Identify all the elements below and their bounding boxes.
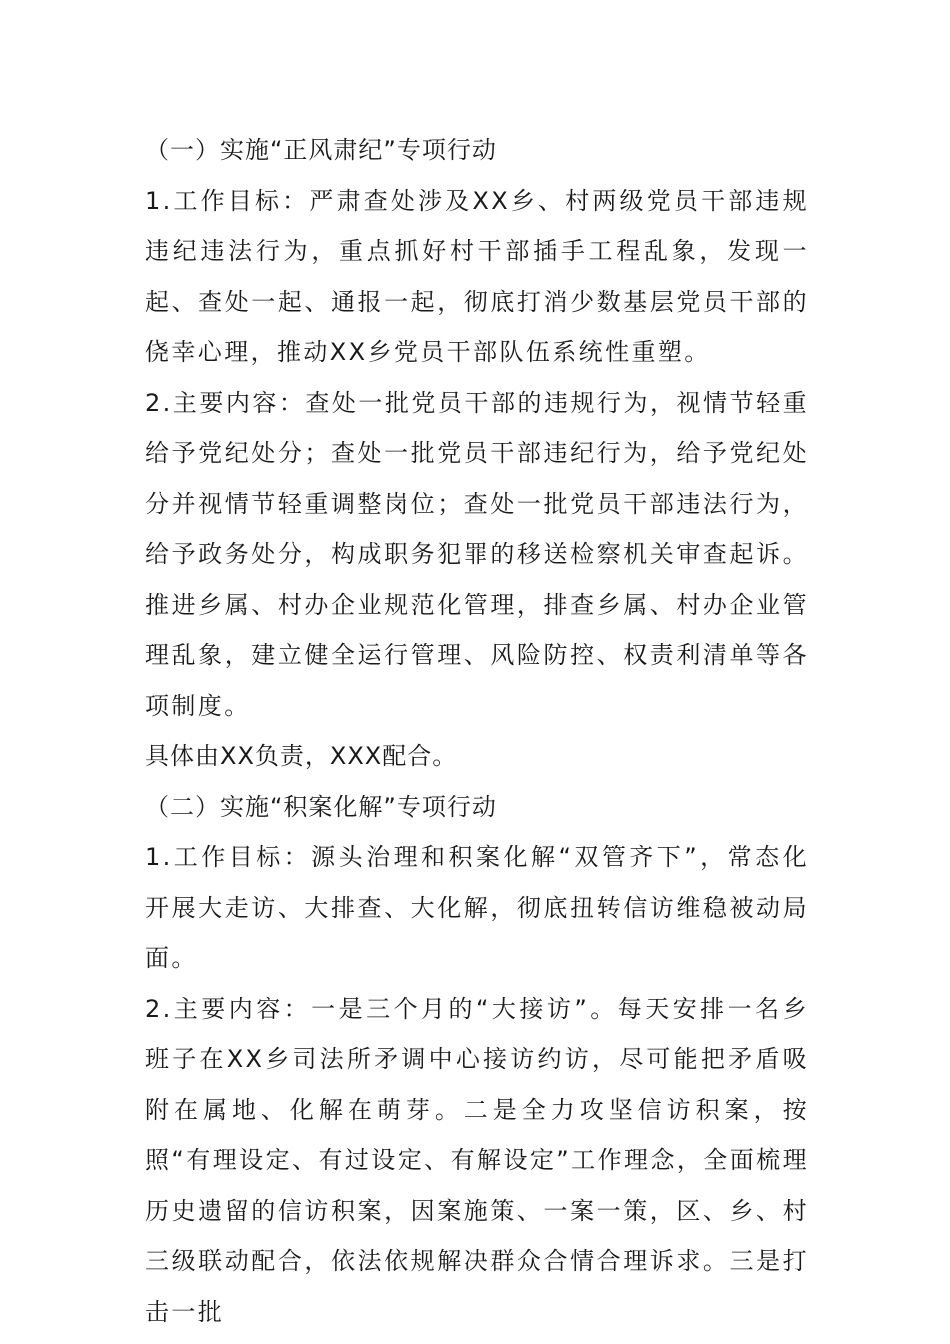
section1-content-paragraph: 2.主要内容：查处一批党员干部的违规行为，视情节轻重给予党纪处分；查处一批党员干部违纪行为，给予党纪处分并视情节轻重调整岗位；查处一批党员干部违法行为，给予政务处分，构成职务犯罪的移送检察机关审查起诉。推进乡属、村办企业规范化管理，排查乡属、村办企业管理乱象，建立健全运行管理、风险防控、权责利清单等各项制度。 — [145, 388, 809, 720]
section-heading-1: （一）实施“正风肃纪”专项行动 — [145, 136, 497, 164]
section-heading-2: （二）实施“积案化解”专项行动 — [145, 792, 497, 821]
section2-content-paragraph: 2.主要内容：一是三个月的“大接访”。每天安排一名乡班子在XX乡司法所矛调中心接访约访，尽可能把矛盾吸附在属地、化解在萌芽。二是全力攻坚信访积案，按照“有理设定、有过设定、有解设定”工作理念，全面梳理历史遗留的信访积案，因案施策、一案一策，区、乡、村三级联动配合，依法依规解决群众合情合理诉求。三是打击一批 — [145, 994, 809, 1326]
section1-responsibility: 具体由XX负责，XXX配合。 — [145, 742, 458, 770]
section2-goal-paragraph: 1.工作目标：源头治理和积案化解“双管齐下”，常态化开展大走访、大排查、大化解，彻底扭转信访维稳被动局面。 — [145, 843, 809, 972]
document-page — [145, 125, 809, 1337]
section1-goal-paragraph: 1.工作目标：严肃查处涉及XX乡、村两级党员干部违规违纪违法行为，重点抓好村干部插手工程乱象，发现一起、查处一起、通报一起，彻底打消少数基层党员干部的侥幸心理，推动XX乡党员干部队伍系统性重塑。 — [145, 186, 809, 366]
